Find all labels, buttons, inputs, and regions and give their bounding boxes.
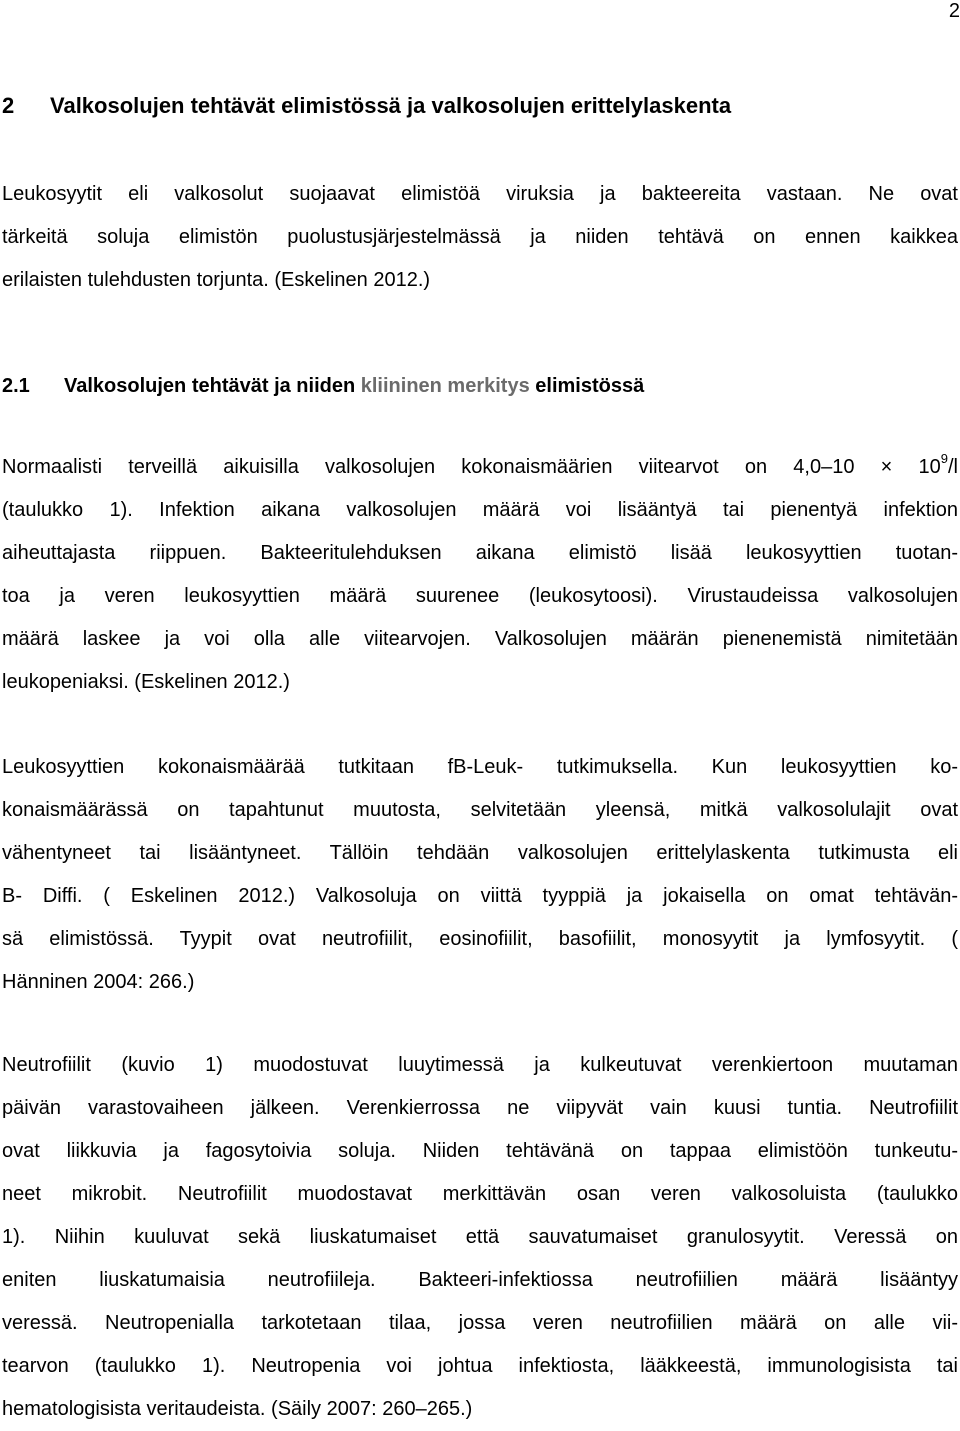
- paragraph-line: veressä. Neutropenialla tarkotetaan tilaa, jossa veren neutrofiilien määrä on alle vii-: [2, 1312, 958, 1334]
- section-title-highlight: kliininen merkitys: [360, 375, 530, 397]
- paragraph-line: konaismäärässä on tapahtunut muutosta, selvitetään yleensä, mitkä valkosolulajit ovat: [2, 799, 958, 821]
- paragraph-line: (taulukko 1). Infektion aikana valkosolujen määrä voi lisääntyä tai pienentyä infektion: [2, 499, 958, 521]
- paragraph-neutrophils: [2, 1044, 958, 1431]
- section-number: 2.1: [2, 375, 30, 397]
- section-heading: [2, 372, 644, 400]
- paragraph-line: aiheuttajasta riippuen. Bakteeritulehduksen aikana elimistö lisää leukosyyttien tuotan-: [2, 542, 958, 564]
- chapter-title: Valkosolujen tehtävät elimistössä ja valkosolujen erittelylaskenta: [50, 93, 732, 118]
- paragraph-line: päivän varastovaiheen jälkeen. Verenkierrossa ne viipyvät vain kuusi tuntia. Neutrofiilit: [2, 1097, 958, 1119]
- paragraph-line: leukopeniaksi. (Eskelinen 2012.): [2, 671, 290, 693]
- section-title-part1: Valkosolujen tehtävät ja niiden: [64, 375, 361, 397]
- page-number: 2: [948, 0, 960, 22]
- reference-text: Normaalisti terveillä aikuisilla valkosolujen kokonaismäärien viitearvot on 4,0–10 × 10: [2, 456, 941, 478]
- chapter-heading: [2, 92, 731, 120]
- paragraph-line: Hänninen 2004: 266.): [2, 971, 195, 993]
- unit-text: /l: [948, 456, 958, 478]
- section-title-part2: elimistössä: [529, 375, 645, 397]
- exponent: 9: [940, 451, 948, 467]
- paragraph-line: Leukosyytit eli valkosolut suojaavat elimistöä viruksia ja bakteereita vastaan. Ne ovat: [2, 183, 958, 205]
- intro-paragraph: [2, 173, 958, 302]
- chapter-number: 2: [2, 93, 15, 118]
- paragraph-line: vähentyneet tai lisääntyneet. Tällöin tehdään valkosolujen erittelylaskenta tutkimusta eli: [2, 842, 958, 864]
- paragraph-line: [2, 446, 958, 489]
- paragraph-leukocyte-tests: [2, 746, 958, 1004]
- paragraph-line: hematologisista veritaudeista. (Säily 2007: 260–265.): [2, 1398, 473, 1420]
- paragraph-line: tärkeitä soluja elimistön puolustusjärjestelmässä ja niiden tehtävä on ennen kaikkea: [2, 226, 958, 248]
- paragraph-line: Leukosyyttien kokonaismäärää tutkitaan fB-Leuk- tutkimuksella. Kun leukosyyttien ko-: [2, 756, 958, 778]
- paragraph-line: Neutrofiilit (kuvio 1) muodostuvat luuytimessä ja kulkeutuvat verenkiertoon muutaman: [2, 1054, 958, 1076]
- paragraph-line: 1). Niihin kuuluvat sekä liuskatumaiset että sauvatumaiset granulosyytit. Veressä on: [2, 1226, 958, 1248]
- paragraph-line: määrä laskee ja voi olla alle viitearvojen. Valkosolujen määrän pienenemistä nimitetään: [2, 628, 958, 650]
- paragraph-line: sä elimistössä. Tyypit ovat neutrofiilit, eosinofiilit, basofiilit, monosyytit ja lymfosyytit. (: [2, 928, 958, 950]
- paragraph-line: toa ja veren leukosyyttien määrä suurenee (leukosytoosi). Virustaudeissa valkosolujen: [2, 585, 958, 607]
- paragraph-line: tearvon (taulukko 1). Neutropenia voi johtua infektiosta, lääkkeestä, immunologisista tai: [2, 1355, 958, 1377]
- paragraph-reference-values: [2, 446, 958, 704]
- paragraph-line: neet mikrobit. Neutrofiilit muodostavat merkittävän osan veren valkosoluista (taulukko: [2, 1183, 958, 1205]
- paragraph-line: ovat liikkuvia ja fagosytoivia soluja. Niiden tehtävänä on tappaa elimistöön tunkeutu-: [2, 1140, 958, 1162]
- paragraph-line: eniten liuskatumaisia neutrofiileja. Bakteeri-infektiossa neutrofiilien määrä lisääntyy: [2, 1269, 958, 1291]
- paragraph-line: erilaisten tulehdusten torjunta. (Eskelinen 2012.): [2, 269, 431, 291]
- paragraph-line: B- Diffi. ( Eskelinen 2012.) Valkosoluja on viittä tyyppiä ja jokaisella on omat tehtävän-: [2, 885, 958, 907]
